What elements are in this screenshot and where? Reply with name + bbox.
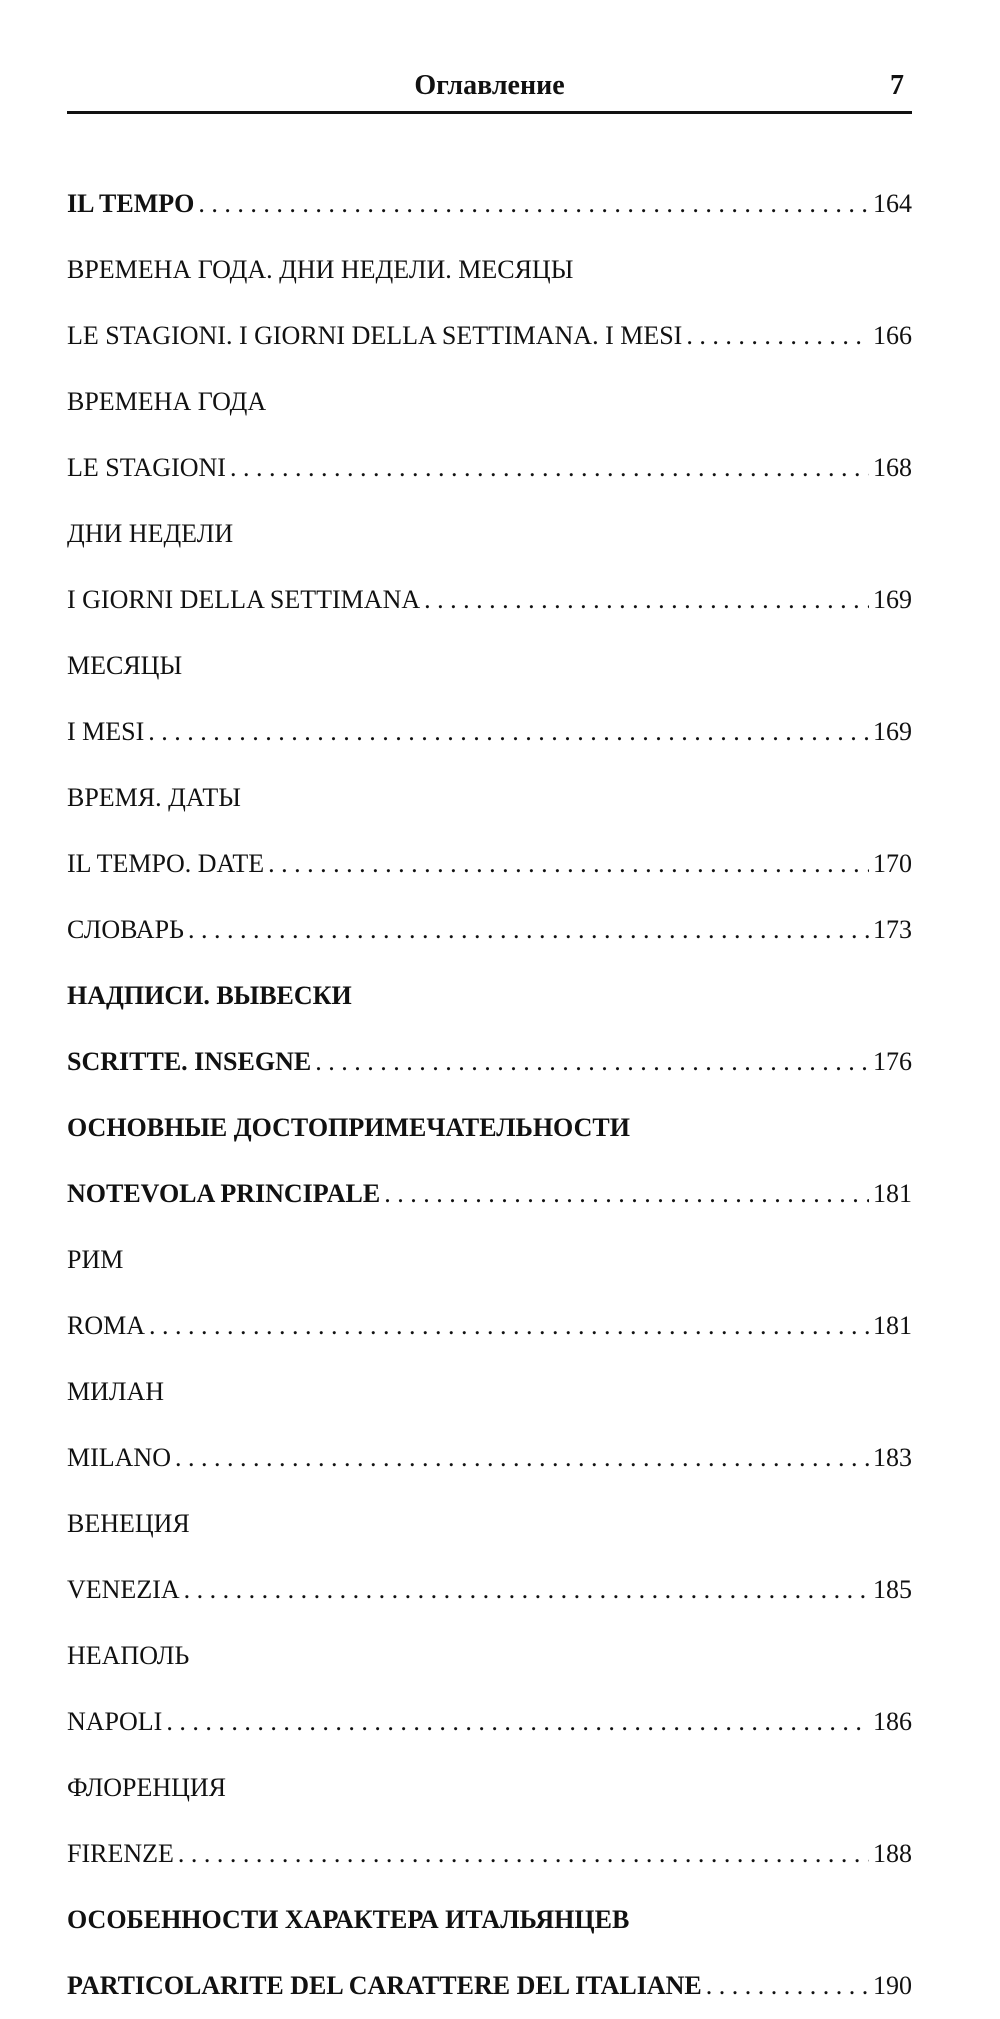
dot-leader [424,567,869,633]
dot-leader [178,1821,869,1887]
dot-leader [148,699,869,765]
toc-entry [67,1953,912,2019]
toc-entry [67,1557,912,1623]
toc-entry [67,699,912,765]
toc-section-heading: РИМ [67,1245,124,1274]
toc-entry-title: LE STAGIONI. I GIORNI DELLA SETTIMANA. I MESI [67,321,683,350]
toc-entry [67,435,912,501]
toc-section-heading: МЕСЯЦЫ [67,651,183,680]
toc-entry [67,1293,912,1359]
header-rule [67,111,912,114]
dot-leader [166,1689,869,1755]
toc-entry-page: 169 [873,585,912,614]
toc-entry-page: 183 [873,1443,912,1472]
toc-entry-title: FIRENZE [67,1839,174,1868]
toc-entry-title: PARTICOLARITE DEL CARATTERE DEL ITALIANE [67,1971,702,2000]
running-title: Оглавление [414,70,565,101]
dot-leader [315,1029,869,1095]
toc-entry-page: 188 [873,1839,912,1868]
toc-section-heading: НЕАПОЛЬ [67,1641,190,1670]
toc-entry-page: 185 [873,1575,912,1604]
dot-leader [686,303,869,369]
toc-entry-page: 164 [873,189,912,218]
toc-entry-page: 176 [873,1047,912,1076]
dot-leader [184,1557,869,1623]
toc-entry-title: ROMA [67,1311,146,1340]
toc-entry-title: MILANO [67,1443,171,1472]
toc-section-heading: ВЕНЕЦИЯ [67,1509,190,1538]
toc-section-heading: НАДПИСИ. ВЫВЕСКИ [67,981,352,1010]
toc-entry [67,831,912,897]
toc-entry-page: 186 [873,1707,912,1736]
dot-leader [188,897,869,963]
page-number: 7 [890,70,904,101]
toc-entry-title: IL TEMPO [67,189,195,218]
toc-entry-page: 190 [873,1971,912,2000]
dot-leader [198,171,869,237]
toc-section-heading: ВРЕМЕНА ГОДА. ДНИ НЕДЕЛИ. МЕСЯЦЫ [67,255,574,284]
toc-entry [67,897,912,963]
dot-leader [268,831,869,897]
toc-entry [67,1161,912,1227]
toc-entry-title: I MESI [67,717,145,746]
dot-leader [230,435,869,501]
toc-entry-title: NOTEVOLA PRINCIPALE [67,1179,381,1208]
toc-entry-page: 166 [873,321,912,350]
toc-entry-page: 173 [873,915,912,944]
running-head [67,64,912,108]
dot-leader [706,1953,869,2019]
dot-leader [175,1425,869,1491]
toc-entry [67,1821,912,1887]
toc-section-heading: ФЛОРЕНЦИЯ [67,1773,227,1802]
toc-entry-title: I GIORNI DELLA SETTIMANA [67,585,421,614]
toc-entry [67,303,912,369]
dot-leader [384,1161,869,1227]
dot-leader [149,1293,869,1359]
toc-section-heading: ОСНОВНЫЕ ДОСТОПРИМЕЧАТЕЛЬНОСТИ [67,1113,630,1142]
toc-entry [67,567,912,633]
toc-entry [67,1029,912,1095]
toc-entry [67,1425,912,1491]
toc-entry-title: NAPOLI [67,1707,163,1736]
toc-entry-page: 168 [873,453,912,482]
toc-entry-title: SCRITTE. INSEGNE [67,1047,312,1076]
toc-section-heading: ДНИ НЕДЕЛИ [67,519,234,548]
toc-entry-page: 169 [873,717,912,746]
toc-entry-title: VENEZIA [67,1575,180,1604]
toc-entry-title: СЛОВАРЬ [67,915,184,944]
toc-entry-title: IL TEMPO. DATE [67,849,265,878]
toc-section-heading: ВРЕМЕНА ГОДА [67,387,267,416]
toc-entry-page: 170 [873,849,912,878]
toc-entry-page: 181 [873,1179,912,1208]
toc-entry-page: 181 [873,1311,912,1340]
table-of-contents [67,171,912,2019]
toc-entry [67,171,912,237]
toc-section-heading: МИЛАН [67,1377,165,1406]
toc-section-heading: ОСОБЕННОСТИ ХАРАКТЕРА ИТАЛЬЯНЦЕВ [67,1905,630,1934]
toc-entry-title: LE STAGIONI [67,453,226,482]
toc-entry [67,1689,912,1755]
toc-section-heading: ВРЕМЯ. ДАТЫ [67,783,241,812]
